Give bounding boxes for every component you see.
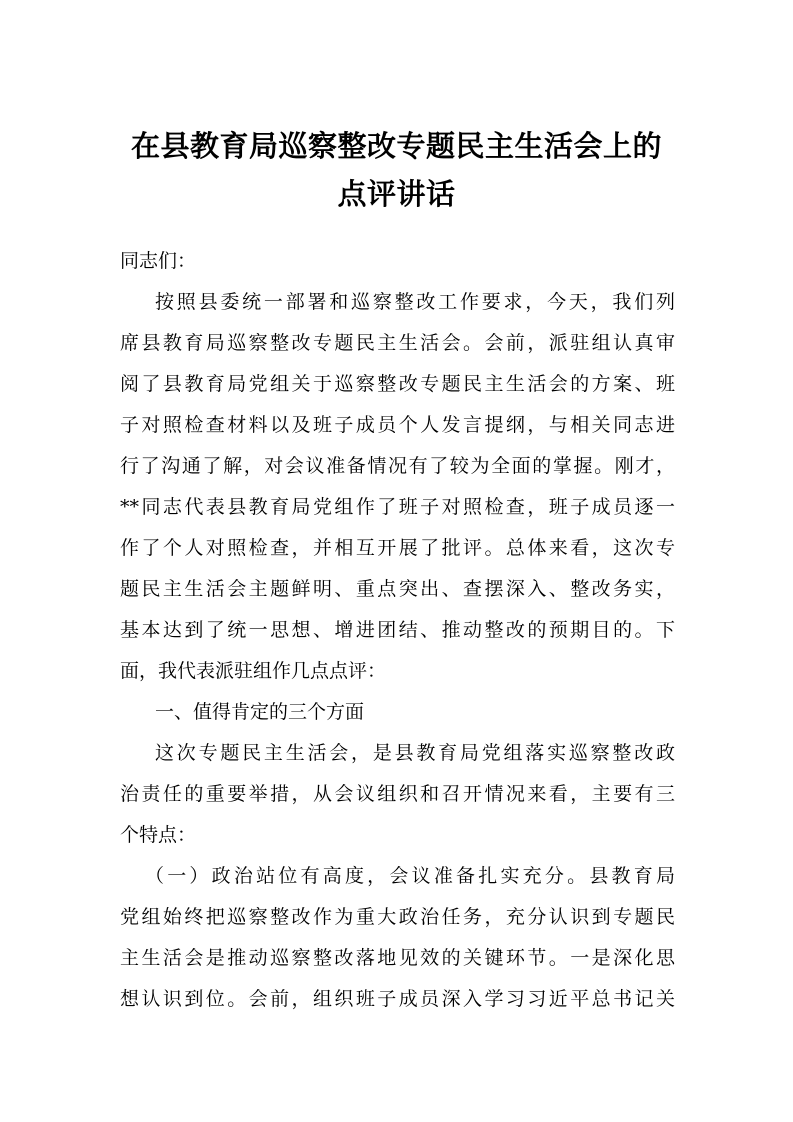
- body-line: 面，我代表派驻组作几点点评：: [120, 660, 387, 682]
- body-line: 阅了县教育局党组关于巡察整改专题民主生活会的方案、班: [120, 373, 675, 395]
- body-line: 按照县委统一部署和巡察整改工作要求，今天，我们列: [155, 291, 675, 313]
- subsection-heading-line: （一）政治站位有高度，会议准备扎实充分。县教育局: [145, 865, 675, 887]
- document-title-line-2: 点评讲话: [337, 177, 456, 211]
- body-line: 个特点：: [120, 824, 197, 846]
- body-line: 作了个人对照检查，并相互开展了批评。总体来看，这次专: [120, 537, 675, 559]
- body-line: 行了沟通了解，对会议准备情况有了较为全面的掌握。刚才，: [120, 455, 675, 477]
- document-title-line-1: 在县教育局巡察整改专题民主生活会上的: [130, 129, 662, 163]
- body-line: **同志代表县教育局党组作了班子对照检查，班子成员逐一: [120, 496, 675, 518]
- body-line: 主生活会是推动巡察整改落地见效的关键环节。一是深化思: [120, 947, 675, 969]
- salutation: 同志们：: [120, 250, 197, 272]
- section-heading: 一、值得肯定的三个方面: [155, 701, 365, 723]
- body-line: 席县教育局巡察整改专题民主生活会。会前，派驻组认真审: [120, 332, 675, 354]
- body-line: 题民主生活会主题鲜明、重点突出、查摆深入、整改务实，: [120, 578, 675, 600]
- body-line: 想认识到位。会前，组织班子成员深入学习习近平总书记关: [120, 988, 675, 1010]
- body-line: 子对照检查材料以及班子成员个人发言提纲，与相关同志进: [120, 414, 675, 436]
- body-line: 治责任的重要举措，从会议组织和召开情况来看，主要有三: [120, 783, 675, 805]
- body-line: 基本达到了统一思想、增进团结、推动整改的预期目的。下: [120, 619, 675, 641]
- body-line: 这次专题民主生活会，是县教育局党组落实巡察整改政: [155, 742, 675, 764]
- body-line: 党组始终把巡察整改作为重大政治任务，充分认识到专题民: [120, 906, 675, 928]
